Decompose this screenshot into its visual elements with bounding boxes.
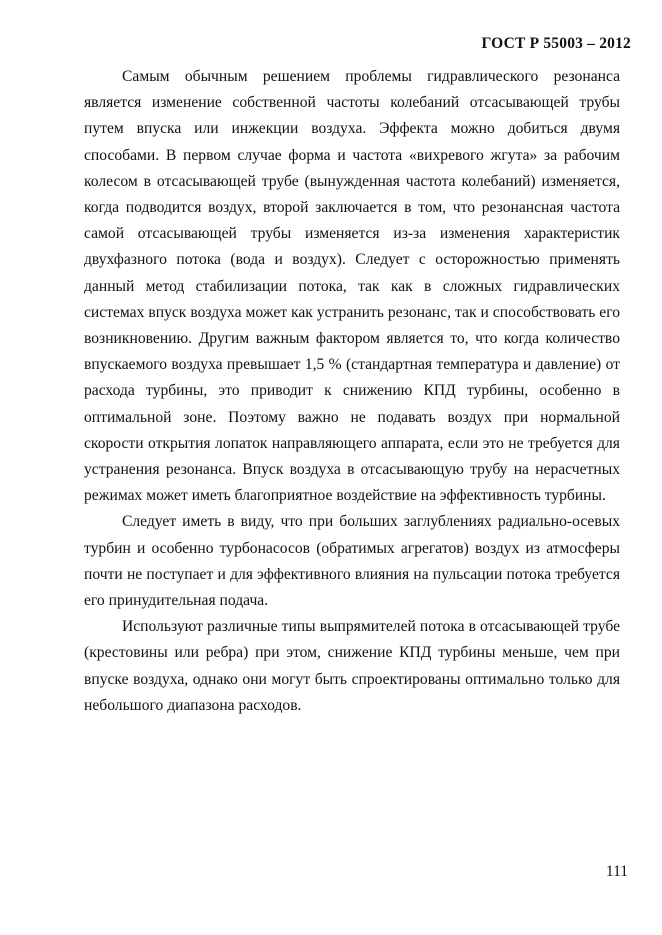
document-header: ГОСТ Р 55003 – 2012 <box>481 35 631 52</box>
document-body <box>84 64 620 719</box>
paragraph-flow-straighteners: Используют различные типы выпрямителей потока в отсасывающей трубе (крестовины или ребра) при этом, снижение КПД турбины меньше, чем при впуске воздуха, однако они могут быть спроектированы оптимально только для небольшого диапазона расходов. <box>84 618 620 714</box>
page-number: 111 <box>605 863 628 880</box>
paragraph-forced-air-supply: Следует иметь в виду, что при больших заглублениях радиально-осевых турбин и особенно турбонасосов (обратимых агрегатов) воздух из атмосферы почти не поступает и для эффективного влияния на пульсации потока требуется его принудительная подача. <box>84 513 620 610</box>
paragraph-air-admission: Самым обычным решением проблемы гидравлического резонанса является изменение собственной частоты колебаний отсасывающей трубы путем впуска или инжекции воздуха. Эффекта можно добиться двумя способами. В первом случае форма и частота «вихревого жгута» за рабочим колесом в отсасывающей трубе (вынужденная частота колебаний) изменяется, когда подводится воздух, второй заключается в том, что резонансная частота самой отсасывающей трубы изменяется из-за изменения характеристик двухфазного потока (вода и воздух). Следует с осторожностью применять данный метод стабилизации потока, так как в сложных гидравлических системах впуск воздуха может как устранить резонанс, так и способствовать его возникновению. Другим важным фактором является то, что когда количество впускаемого воздуха превышает 1,5 % (стандартная температура и давление) от расхода турбины, это приводит к снижению КПД турбины, особенно в оптимальной зоне. Поэтому важно не подавать воздух при нормальной скорости открытия лопаток направляющего аппарата, если это не требуется для устранения резонанса. Впуск воздуха в отсасывающую трубу на нерасчетных режимах может иметь благоприятное воздействие на эффективность турбины. <box>84 68 620 505</box>
